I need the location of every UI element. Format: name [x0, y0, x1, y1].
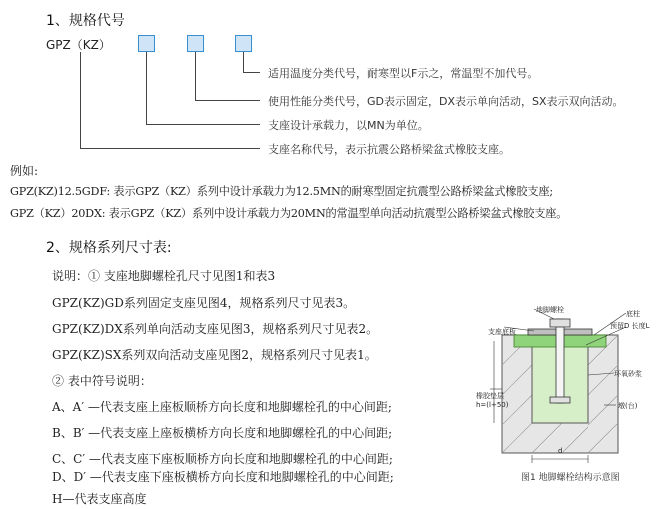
connector-v-temp — [243, 52, 244, 72]
anchor-bolt-figure — [476, 305, 654, 465]
label-plate: 支座底板 — [488, 328, 516, 336]
label-height: h=(l+50) — [476, 401, 509, 409]
desc-temperature: 适用温度分类代号，耐寒型以F示之，常温型不加代号。 — [268, 67, 539, 80]
note-line-1: 说明：① 支座地脚螺栓孔尺寸见图1和表3 — [52, 269, 276, 283]
label-base: 底柱 — [626, 310, 640, 318]
example-label: 例如: — [10, 164, 39, 178]
label-pad: 橡胶垫层 — [476, 392, 504, 400]
section1-title: 1、规格代号 — [46, 13, 125, 29]
example-line-2: GPZ（KZ）20DX: 表示GPZ（KZ）系列中设计承载力为20MN的常温型单向活动抗震型公路桥梁盆式橡胶支座。 — [10, 207, 568, 220]
connector-h-name — [80, 148, 260, 149]
code-label: GPZ（KZ） — [46, 38, 111, 52]
note-line-3: GPZ(KZ)DX系列单向活动支座见图3，规格系列尺寸见表2。 — [52, 322, 379, 336]
code-box-2 — [187, 35, 204, 52]
section2-title: 2、规格系列尺寸表: — [46, 240, 172, 256]
note-line-5: ② 表中符号说明： — [52, 374, 152, 388]
desc-capacity: 支座设计承载力，以MN为单位。 — [268, 119, 429, 132]
note-line-4: GPZ(KZ)SX系列双向活动支座见图2，规格系列尺寸见表1。 — [52, 348, 377, 362]
connector-h-load — [146, 124, 260, 125]
connector-h-perf — [195, 100, 260, 101]
label-mortar: 环氧砂浆 — [614, 370, 642, 378]
note-line-2: GPZ(KZ)GD系列固定支座见图4，规格系列尺寸见表3。 — [52, 296, 356, 310]
code-box-1 — [138, 35, 155, 52]
code-box-3 — [235, 35, 252, 52]
desc-performance: 使用性能分类代号，GD表示固定，DX表示单向活动，SX表示双向活动。 — [268, 95, 624, 108]
connector-v-name — [80, 52, 81, 148]
note-line-8: C、C′ —代表支座下座板顺桥方向长度和地脚螺栓孔的中心间距; — [52, 452, 393, 466]
label-dim-d: d — [558, 447, 563, 455]
desc-name: 支座名称代号，表示抗震公路桥梁盆式橡胶支座。 — [268, 143, 510, 156]
example-line-1: GPZ(KZ)12.5GDF: 表示GPZ（KZ）系列中设计承载力为12.5MN的耐寒型固定抗震型公路桥梁盆式橡胶支座; — [10, 185, 553, 198]
label-hole: 预留D 长度L — [610, 322, 650, 330]
note-line-9: D、D′ —代表支座下座板横桥方向长度和地脚螺栓孔的中心间距; — [52, 470, 394, 484]
note-line-10: H—代表支座高度 — [52, 492, 147, 506]
connector-v-perf — [195, 52, 196, 100]
label-pier: 墩(台) — [618, 402, 638, 410]
connector-v-load — [146, 52, 147, 124]
figure-caption: 图1 地脚螺栓结构示意图 — [521, 473, 620, 483]
label-bolt: 地脚螺栓 — [536, 306, 564, 314]
connector-h-temp — [243, 72, 260, 73]
note-line-6: A、A′ —代表支座上座板顺桥方向长度和地脚螺栓孔的中心间距; — [52, 400, 392, 414]
note-line-7: B、B′ —代表支座上座板横桥方向长度和地脚螺栓孔的中心间距; — [52, 426, 393, 440]
